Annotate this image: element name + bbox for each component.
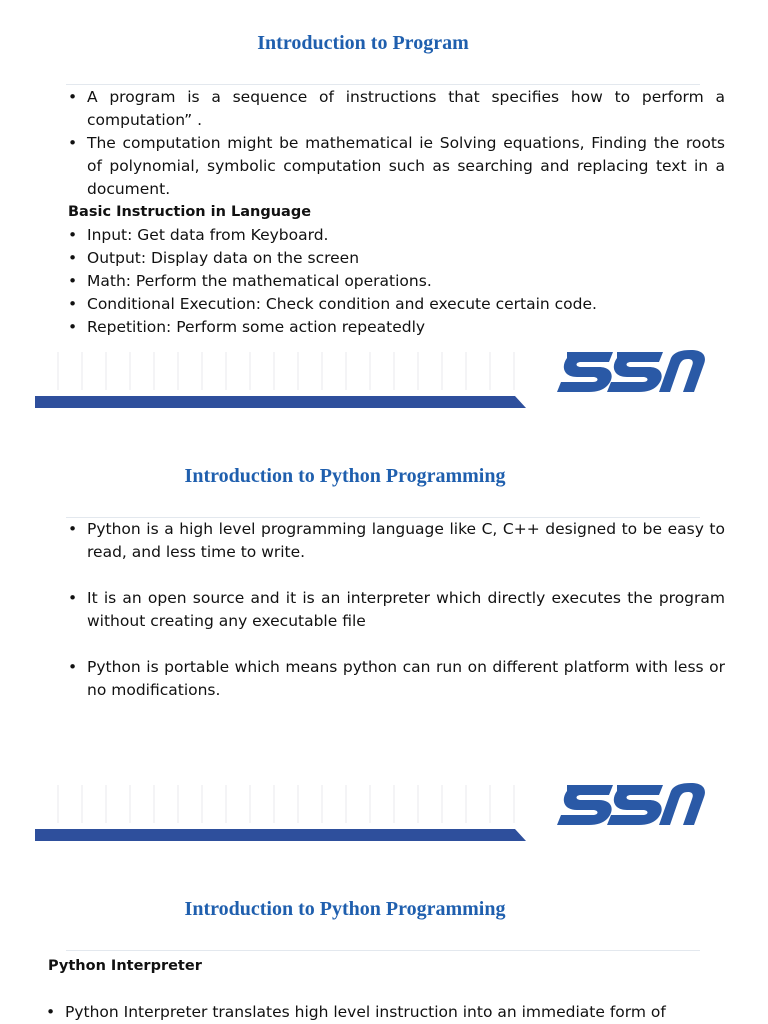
list-item: • Python is portable which means python can run on different platform with less or no modifications. bbox=[68, 656, 725, 702]
list-item: • Math: Perform the mathematical operations. bbox=[68, 270, 725, 293]
slide-1-subheading: Basic Instruction in Language bbox=[68, 204, 312, 220]
slide-2-title: Introduction to Python Programming bbox=[184, 465, 506, 487]
stripe-pattern bbox=[35, 785, 524, 823]
slide-3-bullets bbox=[46, 1001, 726, 1024]
slide-2-bullets bbox=[68, 518, 725, 725]
slide-2-footer-stripe bbox=[35, 785, 526, 841]
slide-1-title: Introduction to Program bbox=[257, 32, 469, 54]
ssn-logo-icon bbox=[555, 346, 705, 398]
list-item: • Input: Get data from Keyboard. bbox=[68, 224, 725, 247]
list-item: • Repetition: Perform some action repeatedly bbox=[68, 316, 725, 339]
list-item: • Python is a high level programming language like C, C++ designed to be easy to read, and less time to write. bbox=[68, 518, 725, 564]
slide-3-title: Introduction to Python Programming bbox=[184, 898, 506, 920]
slide-1-footer-stripe bbox=[35, 352, 526, 408]
slide-3-subheading: Python Interpreter bbox=[48, 958, 202, 974]
list-item: • Conditional Execution: Check condition and execute certain code. bbox=[68, 293, 725, 316]
stripe-pattern bbox=[35, 352, 524, 390]
slide-1-title-rule bbox=[66, 84, 700, 85]
ssn-logo-icon bbox=[555, 779, 705, 831]
instruction-list bbox=[68, 224, 725, 339]
list-item: • It is an open source and it is an interpreter which directly executes the program without creating any executable file bbox=[68, 587, 725, 633]
footer-blue-bar bbox=[35, 396, 526, 408]
list-item: • The computation might be mathematical ie Solving equations, Finding the roots of polynomial, symbolic computation such as searching and replacing text in a document. bbox=[68, 132, 725, 201]
slide-3-title-rule bbox=[66, 950, 700, 951]
list-item: • A program is a sequence of instructions that specifies how to perform a computation” . bbox=[68, 86, 725, 132]
slide-1-bullets bbox=[68, 86, 725, 201]
list-item: • Python Interpreter translates high level instruction into an immediate form of bbox=[46, 1001, 726, 1024]
footer-blue-bar bbox=[35, 829, 526, 841]
list-item: • Output: Display data on the screen bbox=[68, 247, 725, 270]
